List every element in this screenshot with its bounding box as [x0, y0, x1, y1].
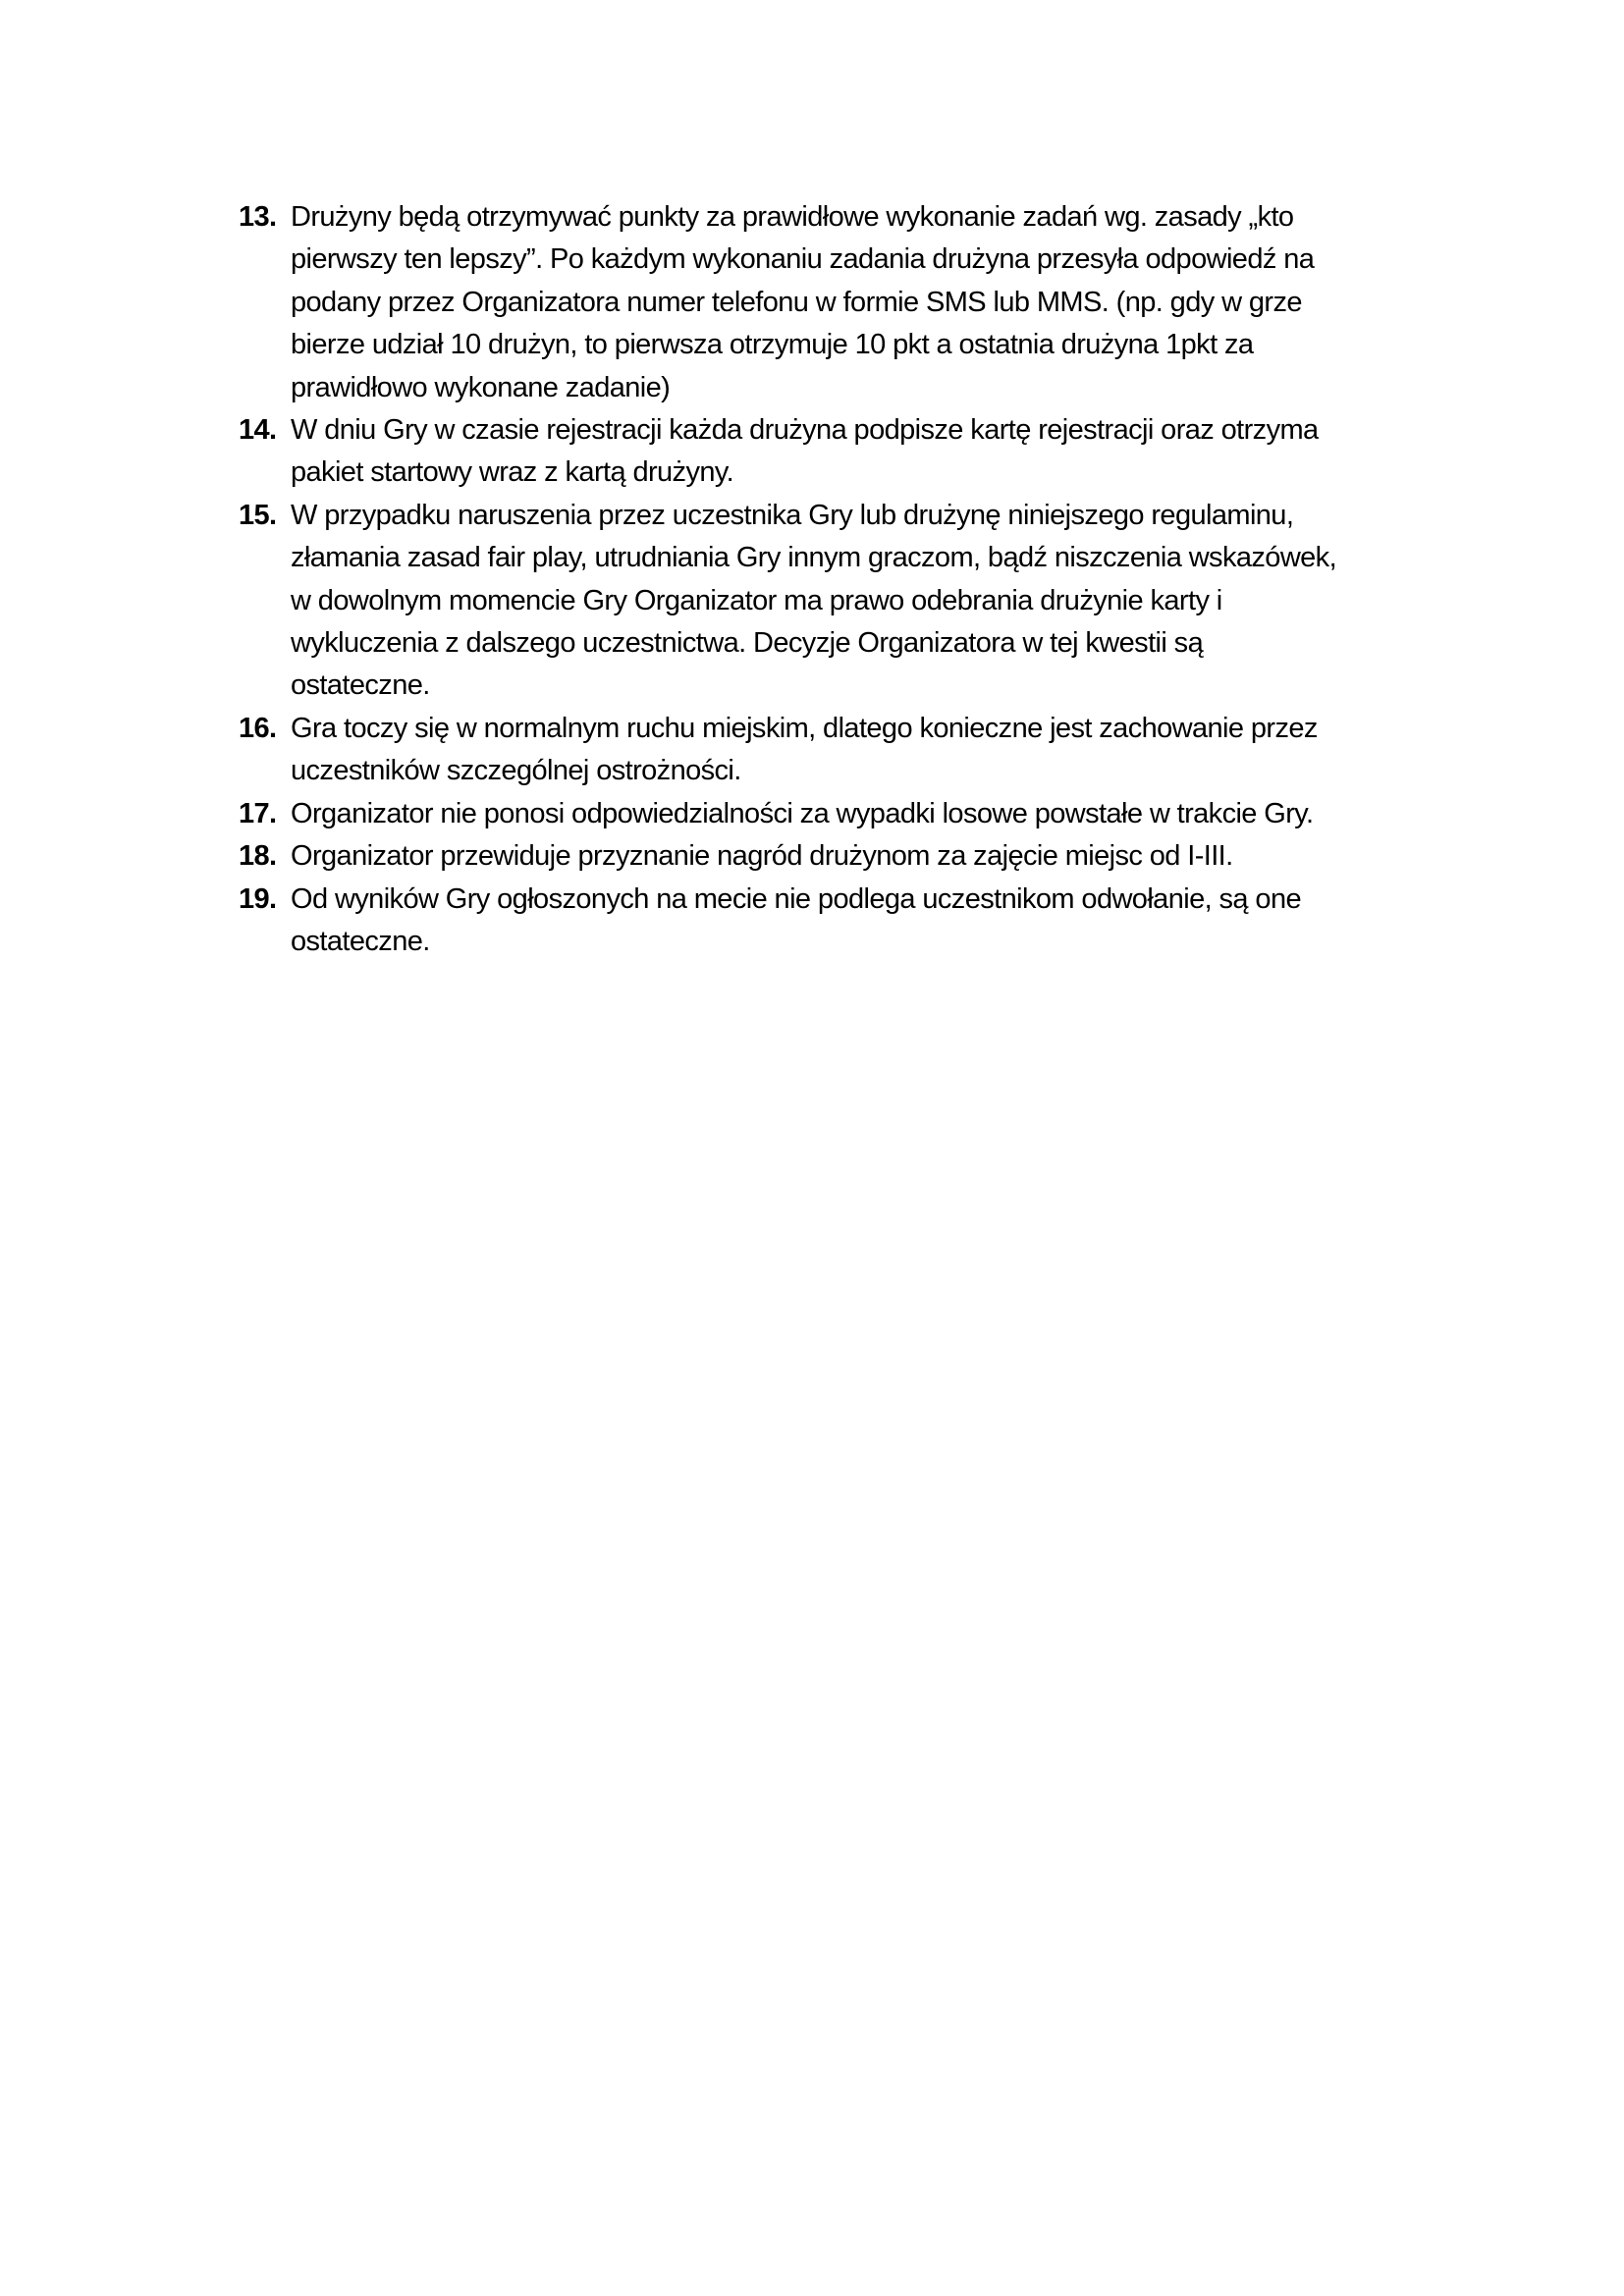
item-number: 19. [239, 882, 277, 915]
text-line: złamania zasad fair play, utrudniania Gry innym graczom, bądź niszczenia wskazówek, [291, 542, 1337, 574]
item-text [291, 793, 1515, 835]
text-line: ostateczne. [291, 925, 430, 957]
text-line: W dniu Gry w czasie rejestracji każda drużyna podpisze kartę rejestracji oraz otrzyma [291, 414, 1319, 447]
list-item [239, 409, 1515, 495]
text-line: pierwszy ten lepszy”. Po każdym wykonaniu zadania drużyna przesyła odpowiedź na [291, 243, 1315, 276]
list-item [239, 793, 1515, 835]
text-line: pakiet startowy wraz z kartą drużyny. [291, 456, 734, 489]
item-text [291, 196, 1515, 409]
item-text [291, 879, 1515, 964]
text-line: wykluczenia z dalszego uczestnictwa. Decyzje Organizatora w tej kwestii są [291, 627, 1204, 660]
text-line: Od wyników Gry ogłoszonych na mecie nie podlega uczestnikom odwołanie, są one [291, 882, 1301, 915]
text-line: W przypadku naruszenia przez uczestnika Gry lub drużynę niniejszego regulaminu, [291, 499, 1294, 531]
item-number: 18. [239, 840, 277, 873]
item-text [291, 409, 1515, 495]
item-number: 15. [239, 499, 277, 531]
text-line: uczestników szczególnej ostrożności. [291, 755, 741, 787]
item-number: 14. [239, 414, 277, 447]
item-text [291, 835, 1515, 878]
text-line: Drużyny będą otrzymywać punkty za prawidłowe wykonanie zadań wg. zasady „kto [291, 201, 1294, 233]
item-number: 13. [239, 201, 277, 233]
list-item [239, 708, 1515, 793]
list-item [239, 196, 1515, 409]
text-line: Gra toczy się w normalnym ruchu miejskim, dlatego konieczne jest zachowanie przez [291, 712, 1318, 744]
numbered-list [239, 196, 1515, 963]
text-line: bierze udział 10 drużyn, to pierwsza otrzymuje 10 pkt a ostatnia drużyna 1pkt za [291, 329, 1254, 361]
item-number: 16. [239, 712, 277, 744]
item-text [291, 495, 1515, 708]
text-line: prawidłowo wykonane zadanie) [291, 371, 671, 403]
text-line: podany przez Organizatora numer telefonu w formie SMS lub MMS. (np. gdy w grze [291, 286, 1302, 318]
text-line: w dowolnym momencie Gry Organizator ma prawo odebrania drużynie karty i [291, 584, 1222, 616]
list-item [239, 835, 1515, 878]
text-line: Organizator nie ponosi odpowiedzialności za wypadki losowe powstałe w trakcie Gry. [291, 797, 1314, 829]
item-text [291, 708, 1515, 793]
text-line: ostateczne. [291, 669, 430, 702]
item-number: 17. [239, 797, 277, 829]
list-item [239, 879, 1515, 964]
list-item [239, 495, 1515, 708]
text-line: Organizator przewiduje przyznanie nagród drużynom za zajęcie miejsc od I-III. [291, 840, 1233, 873]
